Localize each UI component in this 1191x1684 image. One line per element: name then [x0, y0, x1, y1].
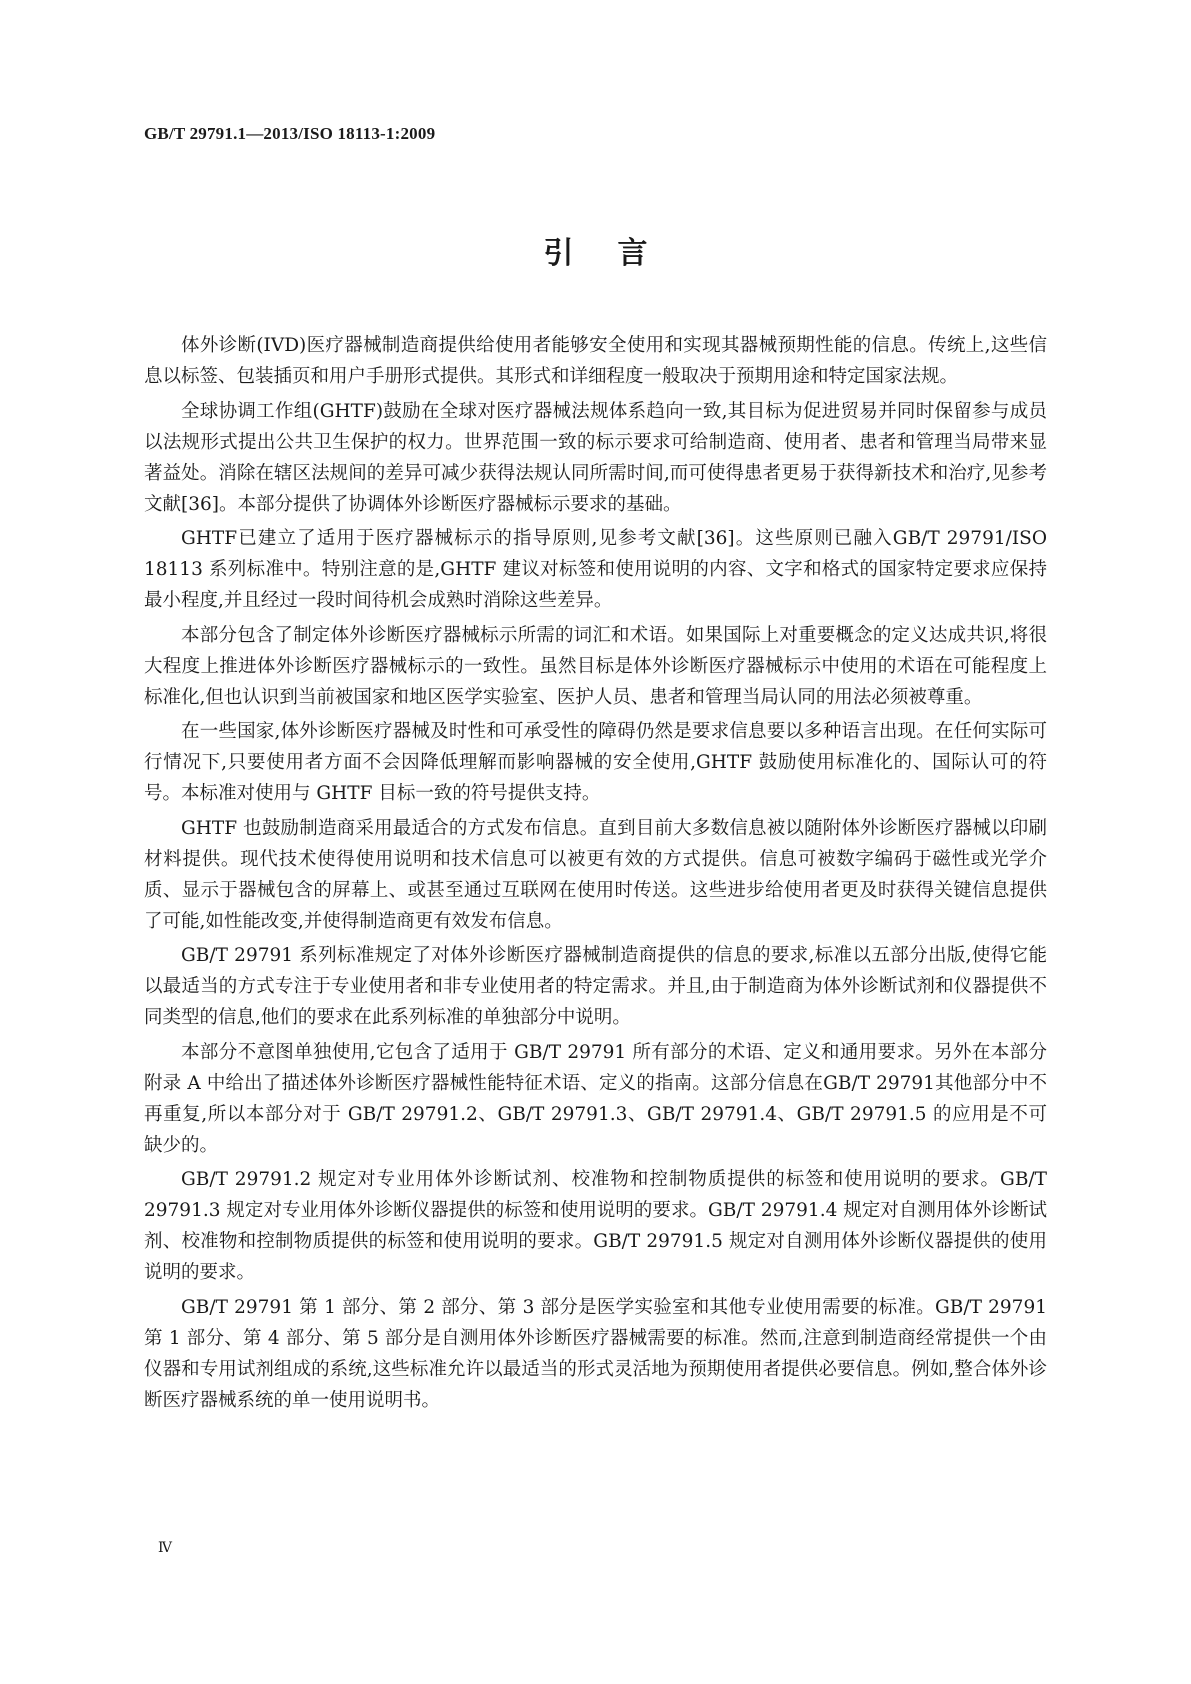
paragraph: 在一些国家,体外诊断医疗器械及时性和可承受性的障碍仍然是要求信息要以多种语言出现。在任何实际可行情况下,只要使用者方面不会因降低理解而影响器械的安全使用,GHTF 鼓励使用标准化的、国际认可的符号。本标准对使用与 GHTF 目标一致的符号提供支持。 — [144, 721, 1047, 804]
standard-number-header: GB/T 29791.1—2013/ISO 18113-1:2009 — [144, 124, 436, 143]
section-title: 引言 — [543, 236, 692, 271]
paragraph: GB/T 29791.2 规定对专业用体外诊断试剂、校准物和控制物质提供的标签和使用说明的要求。GB/T 29791.3 规定对专业用体外诊断仪器提供的标签和使用说明的要求。GB/T 29791.4 规定对自测用体外诊断试剂、校准物和控制物质提供的标签和使用说明的要求。GB/T 29791.5 规定对自测用体外诊断仪器提供的使用说明的要求。 — [144, 1169, 1047, 1283]
paragraph: 全球协调工作组(GHTF)鼓励在全球对医疗器械法规体系趋向一致,其目标为促进贸易并同时保留参与成员以法规形式提出公共卫生保护的权力。世界范围一致的标示要求可给制造商、使用者、患者和管理当局带来显著益处。消除在辖区法规间的差异可减少获得法规认同所需时间,而可使得患者更易于获得新技术和治疗,见参考文献[36]。本部分提供了协调体外诊断医疗器械标示要求的基础。 — [144, 400, 1047, 515]
paragraph: 本部分不意图单独使用,它包含了适用于 GB/T 29791 所有部分的术语、定义和通用要求。另外在本部分附录 A 中给出了描述体外诊断医疗器械性能特征术语、定义的指南。这部分信息在GB/T 29791其他部分中不再重复,所以本部分对于 GB/T 29791.2、GB/T 29791.3、GB/T 29791.4、GB/T 29791.5 的应用是不可缺少的。 — [144, 1041, 1047, 1156]
body-text — [144, 330, 1047, 1419]
paragraph: GB/T 29791 系列标准规定了对体外诊断医疗器械制造商提供的信息的要求,标准以五部分出版,使得它能以最适当的方式专注于专业使用者和非专业使用者的特定需求。并且,由于制造商为体外诊断试剂和仪器提供不同类型的信息,他们的要求在此系列标准的单独部分中说明。 — [144, 945, 1047, 1028]
paragraph: GB/T 29791 第 1 部分、第 2 部分、第 3 部分是医学实验室和其他专业使用需要的标准。GB/T 29791第 1 部分、第 4 部分、第 5 部分是自测用体外诊断医疗器械需要的标准。然而,注意到制造商经常提供一个由仪器和专用试剂组成的系统,这些标准允许以最适当的形式灵活地为预期使用者提供必要信息。例如,整合体外诊断医疗器械系统的单一使用说明书。 — [144, 1296, 1047, 1411]
paragraph: 本部分包含了制定体外诊断医疗器械标示所需的词汇和术语。如果国际上对重要概念的定义达成共识,将很大程度上推进体外诊断医疗器械标示的一致性。虽然目标是体外诊断医疗器械标示中使用的术语在可能程度上标准化,但也认识到当前被国家和地区医学实验室、医护人员、患者和管理当局认同的用法必须被尊重。 — [144, 624, 1047, 708]
paragraph: GHTF 也鼓励制造商采用最适合的方式发布信息。直到目前大多数信息被以随附体外诊断医疗器械以印刷材料提供。现代技术使得使用说明和技术信息可以被更有效的方式提供。信息可被数字编码于磁性或光学介质、显示于器械包含的屏幕上、或甚至通过互联网在使用时传送。这些进步给使用者更及时获得关键信息提供了可能,如性能改变,并使得制造商更有效发布信息。 — [144, 817, 1047, 932]
paragraph: 体外诊断(IVD)医疗器械制造商提供给使用者能够安全使用和实现其器械预期性能的信息。传统上,这些信息以标签、包装插页和用户手册形式提供。其形式和详细程度一般取决于预期用途和特定国家法规。 — [144, 335, 1047, 387]
page-number: Ⅳ — [158, 1541, 172, 1556]
paragraph: GHTF已建立了适用于医疗器械标示的指导原则,见参考文献[36]。这些原则已融入GB/T 29791/ISO 18113 系列标准中。特别注意的是,GHTF 建议对标签和使用说明的内容、文字和格式的国家特定要求应保持最小程度,并且经过一段时间待机会成熟时消除这些差异。 — [144, 528, 1047, 611]
